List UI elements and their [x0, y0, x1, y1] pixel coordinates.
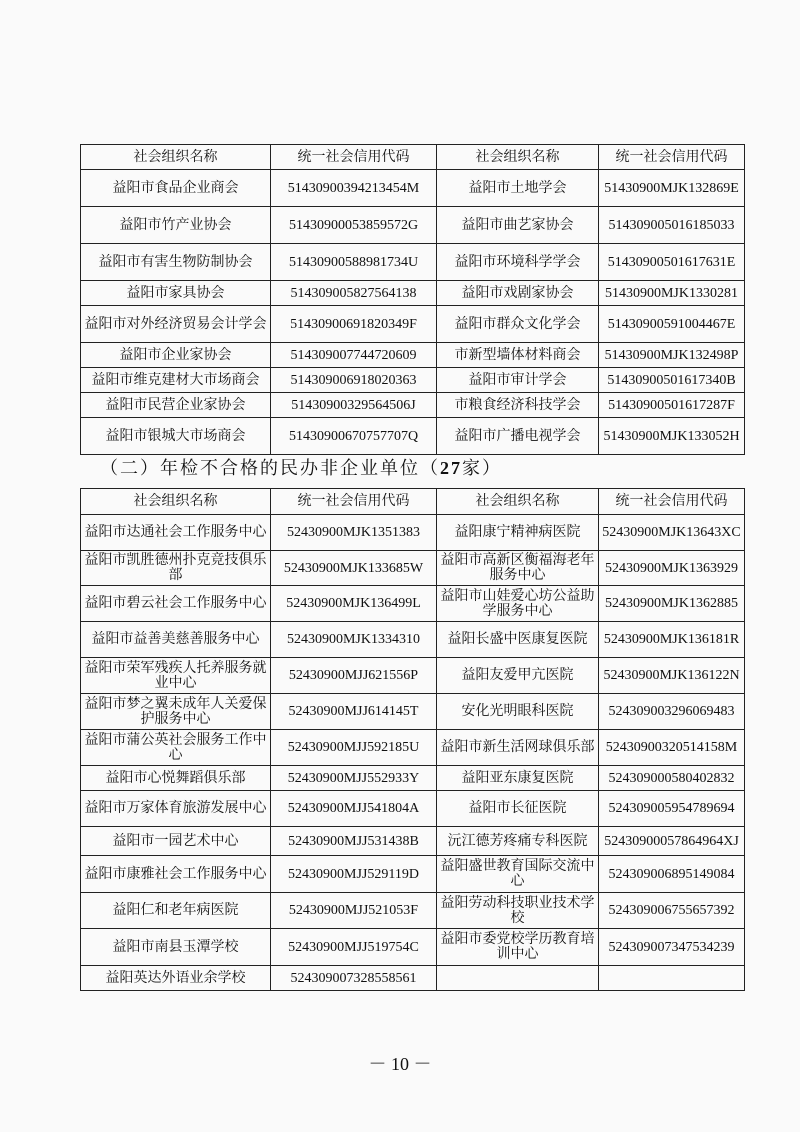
section-heading-suffix: 家） [462, 458, 502, 479]
credit-code-cell: 52430900MJK136122N [599, 658, 745, 694]
table-row [81, 418, 745, 455]
credit-code-cell: 51430900670757707Q [271, 418, 437, 455]
column-header: 社会组织名称 [437, 145, 599, 170]
organization-name-cell: 益阳长盛中医康复医院 [437, 622, 599, 658]
organization-name-cell: 益阳市审计学会 [437, 368, 599, 393]
table-row [81, 766, 745, 791]
organization-name-cell: 益阳市康雅社会工作服务中心 [81, 856, 271, 893]
credit-code-cell: 51430900501617631E [599, 244, 745, 281]
organization-name-cell: 益阳市民营企业家协会 [81, 393, 271, 418]
table-row [81, 730, 745, 766]
table-row [81, 281, 745, 306]
credit-code-cell: 51430900329564506J [271, 393, 437, 418]
organization-name-cell: 益阳英达外语业余学校 [81, 966, 271, 991]
table-row [81, 622, 745, 658]
section-heading [100, 454, 502, 480]
credit-code-cell: 51430900501617340B [599, 368, 745, 393]
column-header: 统一社会信用代码 [271, 489, 437, 515]
table-row [81, 586, 745, 622]
credit-code-cell: 524309005954789694 [599, 791, 745, 827]
credit-code-cell: 52430900320514158M [599, 730, 745, 766]
section-heading-prefix: （二）年检不合格的民办非企业单位（ [100, 458, 440, 479]
organization-name-cell: 沅江德芳疼痛专科医院 [437, 827, 599, 856]
organization-name-cell: 益阳市高新区衡福海老年服务中心 [437, 551, 599, 586]
credit-code-cell: 524309007328558561 [271, 966, 437, 991]
credit-code-cell: 524309006895149084 [599, 856, 745, 893]
table-header-row [81, 145, 745, 170]
credit-code-cell: 52430900057864964XJ [599, 827, 745, 856]
credit-code-cell: 52430900MJJ531438B [271, 827, 437, 856]
credit-code-cell: 514309006918020363 [271, 368, 437, 393]
credit-code-cell: 52430900MJK1351383 [271, 515, 437, 551]
organization-name-cell: 益阳市蒲公英社会服务工作中心 [81, 730, 271, 766]
credit-code-cell: 524309006755657392 [599, 893, 745, 929]
organization-name-cell: 益阳市银城大市场商会 [81, 418, 271, 455]
organization-name-cell: 益阳市广播电视学会 [437, 418, 599, 455]
organization-name-cell: 益阳市南县玉潭学校 [81, 929, 271, 966]
organization-name-cell: 益阳市一园艺术中心 [81, 827, 271, 856]
organization-name-cell: 益阳市食品企业商会 [81, 170, 271, 207]
credit-code-cell: 51430900591004467E [599, 306, 745, 343]
organization-name-cell: 益阳仁和老年病医院 [81, 893, 271, 929]
organization-name-cell: 市新型墙体材料商会 [437, 343, 599, 368]
credit-code-cell: 52430900MJJ521053F [271, 893, 437, 929]
organization-name-cell: 益阳市山娃爱心坊公益助学服务中心 [437, 586, 599, 622]
credit-code-cell: 52430900MJJ529119D [271, 856, 437, 893]
organization-name-cell: 益阳市竹产业协会 [81, 207, 271, 244]
organization-name-cell: 益阳市对外经济贸易会计学会 [81, 306, 271, 343]
organization-name-cell: 益阳市碧云社会工作服务中心 [81, 586, 271, 622]
credit-code-cell: 51430900MJK132498P [599, 343, 745, 368]
table-row [81, 694, 745, 730]
table-row [81, 856, 745, 893]
credit-code-cell: 52430900MJK1334310 [271, 622, 437, 658]
section-heading-count: 27 [440, 458, 462, 478]
credit-code-cell: 524309003296069483 [599, 694, 745, 730]
credit-code-cell: 514309005827564138 [271, 281, 437, 306]
credit-code-cell: 514309007744720609 [271, 343, 437, 368]
credit-code-cell: 52430900MJJ541804A [271, 791, 437, 827]
organization-name-cell: 益阳友爱甲亢医院 [437, 658, 599, 694]
organization-name-cell: 益阳市维克建材大市场商会 [81, 368, 271, 393]
credit-code-cell: 52430900MJJ614145T [271, 694, 437, 730]
table-row [81, 393, 745, 418]
credit-code-cell: 52430900MJK136499L [271, 586, 437, 622]
table-header-row [81, 489, 745, 515]
organization-name-cell: 益阳市万家体育旅游发展中心 [81, 791, 271, 827]
credit-code-cell: 52430900MJK1363929 [599, 551, 745, 586]
credit-code-cell: 52430900MJK1362885 [599, 586, 745, 622]
table-row [81, 929, 745, 966]
credit-code-cell [599, 966, 745, 991]
organization-name-cell: 益阳市戏剧家协会 [437, 281, 599, 306]
organization-name-cell: 益阳市曲艺家协会 [437, 207, 599, 244]
organization-name-cell: 益阳市益善美慈善服务中心 [81, 622, 271, 658]
organization-name-cell: 益阳市荣军残疾人托养服务就业中心 [81, 658, 271, 694]
organization-name-cell: 益阳市心悦舞蹈俱乐部 [81, 766, 271, 791]
organization-name-cell: 益阳劳动科技职业技术学校 [437, 893, 599, 929]
organization-name-cell: 益阳市新生活网球俱乐部 [437, 730, 599, 766]
organization-name-cell: 安化光明眼科医院 [437, 694, 599, 730]
organization-name-cell [437, 966, 599, 991]
table-row [81, 966, 745, 991]
credit-code-cell: 51430900588981734U [271, 244, 437, 281]
credit-code-cell: 51430900053859572G [271, 207, 437, 244]
table-row [81, 515, 745, 551]
credit-code-cell: 51430900MJK1330281 [599, 281, 745, 306]
organization-name-cell: 益阳市凯胜德州扑克竞技俱乐部 [81, 551, 271, 586]
credit-code-cell: 51430900MJK133052H [599, 418, 745, 455]
credit-code-cell: 52430900MJK136181R [599, 622, 745, 658]
organization-name-cell: 益阳市长征医院 [437, 791, 599, 827]
credit-code-cell: 51430900691820349F [271, 306, 437, 343]
credit-code-cell: 524309007347534239 [599, 929, 745, 966]
organization-name-cell: 益阳盛世教育国际交流中心 [437, 856, 599, 893]
organization-name-cell: 益阳康宁精神病医院 [437, 515, 599, 551]
table-row [81, 827, 745, 856]
column-header: 统一社会信用代码 [599, 489, 745, 515]
organization-name-cell: 益阳市家具协会 [81, 281, 271, 306]
table-row [81, 658, 745, 694]
credit-code-cell: 514309005016185033 [599, 207, 745, 244]
organization-name-cell: 益阳市委党校学历教育培训中心 [437, 929, 599, 966]
table-failed-nonprofits [80, 488, 745, 991]
credit-code-cell: 51430900501617287F [599, 393, 745, 418]
column-header: 统一社会信用代码 [599, 145, 745, 170]
organization-name-cell: 益阳市环境科学学会 [437, 244, 599, 281]
table-row [81, 368, 745, 393]
column-header: 统一社会信用代码 [271, 145, 437, 170]
credit-code-cell: 52430900MJJ621556P [271, 658, 437, 694]
credit-code-cell: 52430900MJJ552933Y [271, 766, 437, 791]
credit-code-cell: 52430900MJJ592185U [271, 730, 437, 766]
organization-name-cell: 益阳市梦之翼未成年人关爱保护服务中心 [81, 694, 271, 730]
table-row [81, 244, 745, 281]
credit-code-cell: 51430900MJK132869E [599, 170, 745, 207]
organization-name-cell: 益阳市土地学会 [437, 170, 599, 207]
table-row [81, 306, 745, 343]
credit-code-cell: 524309000580402832 [599, 766, 745, 791]
organization-name-cell: 益阳亚东康复医院 [437, 766, 599, 791]
table-row [81, 551, 745, 586]
column-header: 社会组织名称 [81, 145, 271, 170]
table-row [81, 791, 745, 827]
credit-code-cell: 52430900MJK133685W [271, 551, 437, 586]
organization-name-cell: 益阳市有害生物防制协会 [81, 244, 271, 281]
organization-name-cell: 市粮食经济科技学会 [437, 393, 599, 418]
table-qualified-associations [80, 144, 745, 455]
table-row [81, 343, 745, 368]
page-number: － 10 － [368, 1054, 432, 1074]
table-row [81, 207, 745, 244]
table-row [81, 170, 745, 207]
table-row [81, 893, 745, 929]
credit-code-cell: 52430900MJJ519754C [271, 929, 437, 966]
column-header: 社会组织名称 [81, 489, 271, 515]
column-header: 社会组织名称 [437, 489, 599, 515]
credit-code-cell: 52430900MJK13643XC [599, 515, 745, 551]
organization-name-cell: 益阳市群众文化学会 [437, 306, 599, 343]
organization-name-cell: 益阳市企业家协会 [81, 343, 271, 368]
credit-code-cell: 51430900394213454M [271, 170, 437, 207]
organization-name-cell: 益阳市达通社会工作服务中心 [81, 515, 271, 551]
